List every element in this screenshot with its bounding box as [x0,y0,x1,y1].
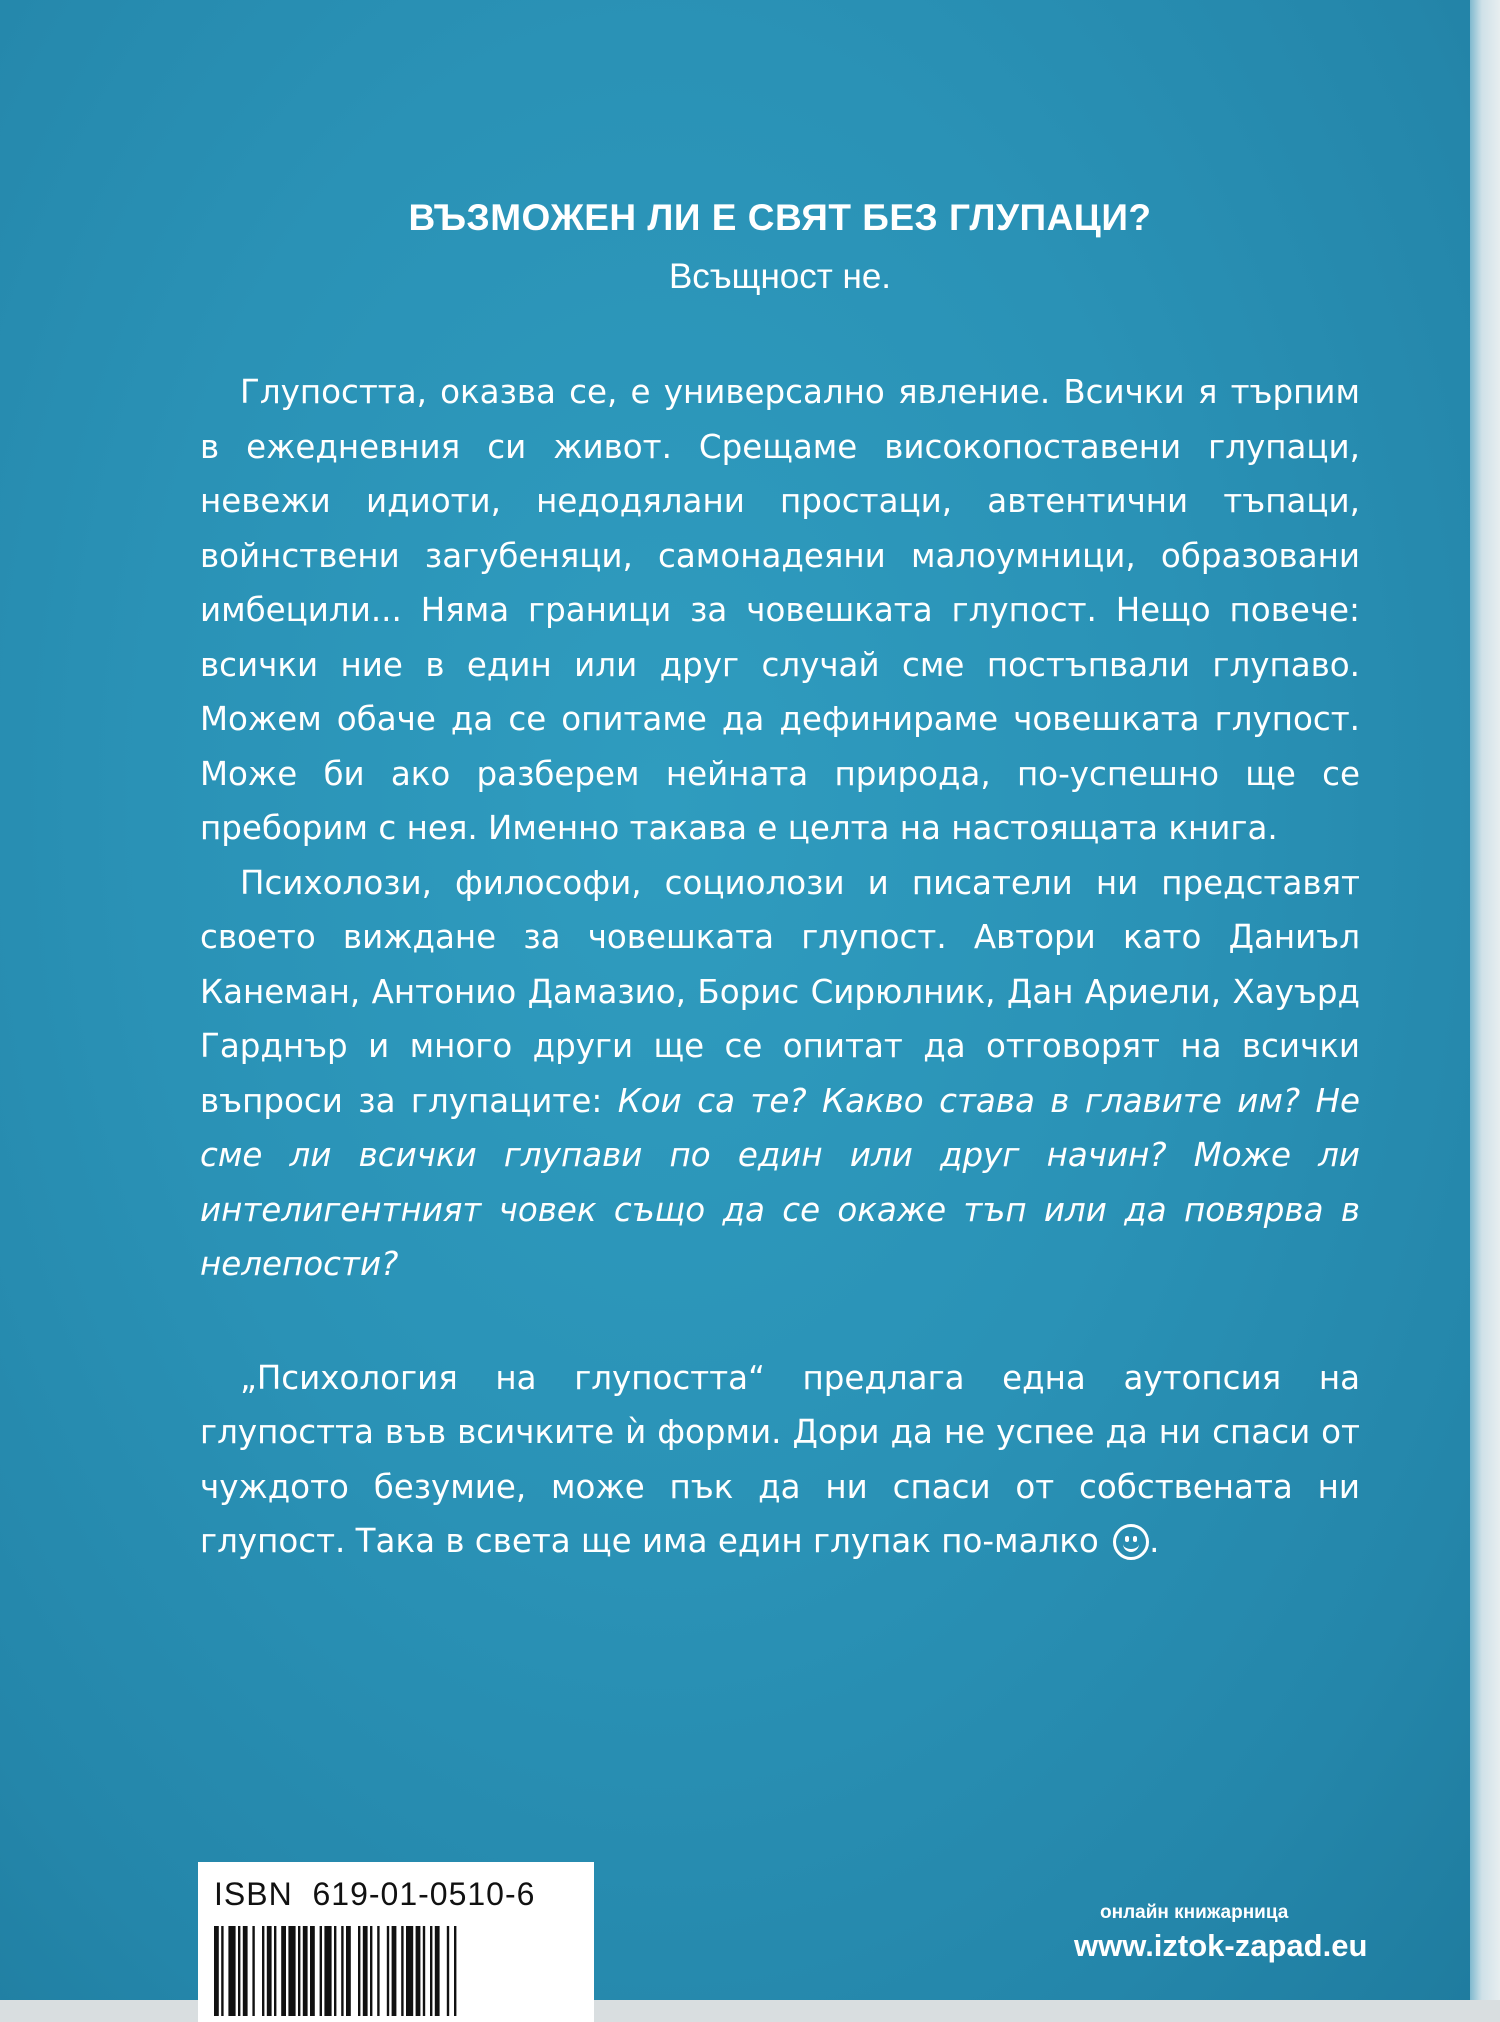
blurb-paragraph-3-text: „Психология на глупостта“ предлага една аутопсия на глупостта във всичките ѝ форми. Дори да не успее да ни спаси от чуждото безумие, може пък да ни спаси от собствената ни глупост. Така в света ще има един глупак по-малко [200,1358,1360,1560]
headline: ВЪЗМОЖЕН ЛИ Е СВЯТ БЕЗ ГЛУПАЦИ? [408,197,1152,238]
blurb-paragraph-3 [200,1351,1360,1569]
blurb-paragraph-3-end: . [1149,1522,1160,1560]
blurb-text [200,365,1360,1569]
blurb-paragraph-2-questions: Кои са те? Какво става в главите им? Не сме ли всички глупави по един или друг начин? Може ли интелигентният човек също да се окаже тъп или да повярва в нелепости? [200,1081,1360,1283]
online-shop-label: онлайн книжарница [1100,1902,1289,1923]
smiley-icon [1113,1524,1149,1560]
subheadline: Всъщност не. [668,257,892,296]
isbn-barcode-box [198,1862,594,2022]
barcode [214,1926,574,2016]
isbn-label: ISBN 619-01-0510-6 [214,1876,536,1912]
blurb-paragraph-1: Глупостта, оказва се, е универсално явление. Всички я търпим в ежедневния си живот. Срещаме високопоставени глупаци, невежи идиоти, недодялани простаци, автентични тъпаци, войнствени загубеняци, самонадеяни малоумници, образовани имбецили... Няма граници за човешката глупост. Нещо повече: всички ние в един или друг случай сме постъпвали глупаво. Можем обаче да се опитаме да дефинираме човешката глупост. Може би ако разберем нейната природа, по-успешно ще се преборим с нея. Именно такава е целта на настоящата книга. [200,373,1360,847]
blurb-paragraph-2 [200,856,1360,1292]
page-edge [1470,0,1500,2000]
blurb-paragraph-2-regular: Психолози, философи, социолози и писатели ни представят своето виждане за човешката глупост. Автори като Даниъл Канеман, Антонио Дамазио, Борис Сирюлник, Дан Ариели, Хауърд Гарднър и много други ще се опитат да отговорят на всички въпроси за глупаците: [200,863,1360,1120]
online-shop-url[interactable]: www.iztok-zapad.eu [1074,1928,1368,1963]
